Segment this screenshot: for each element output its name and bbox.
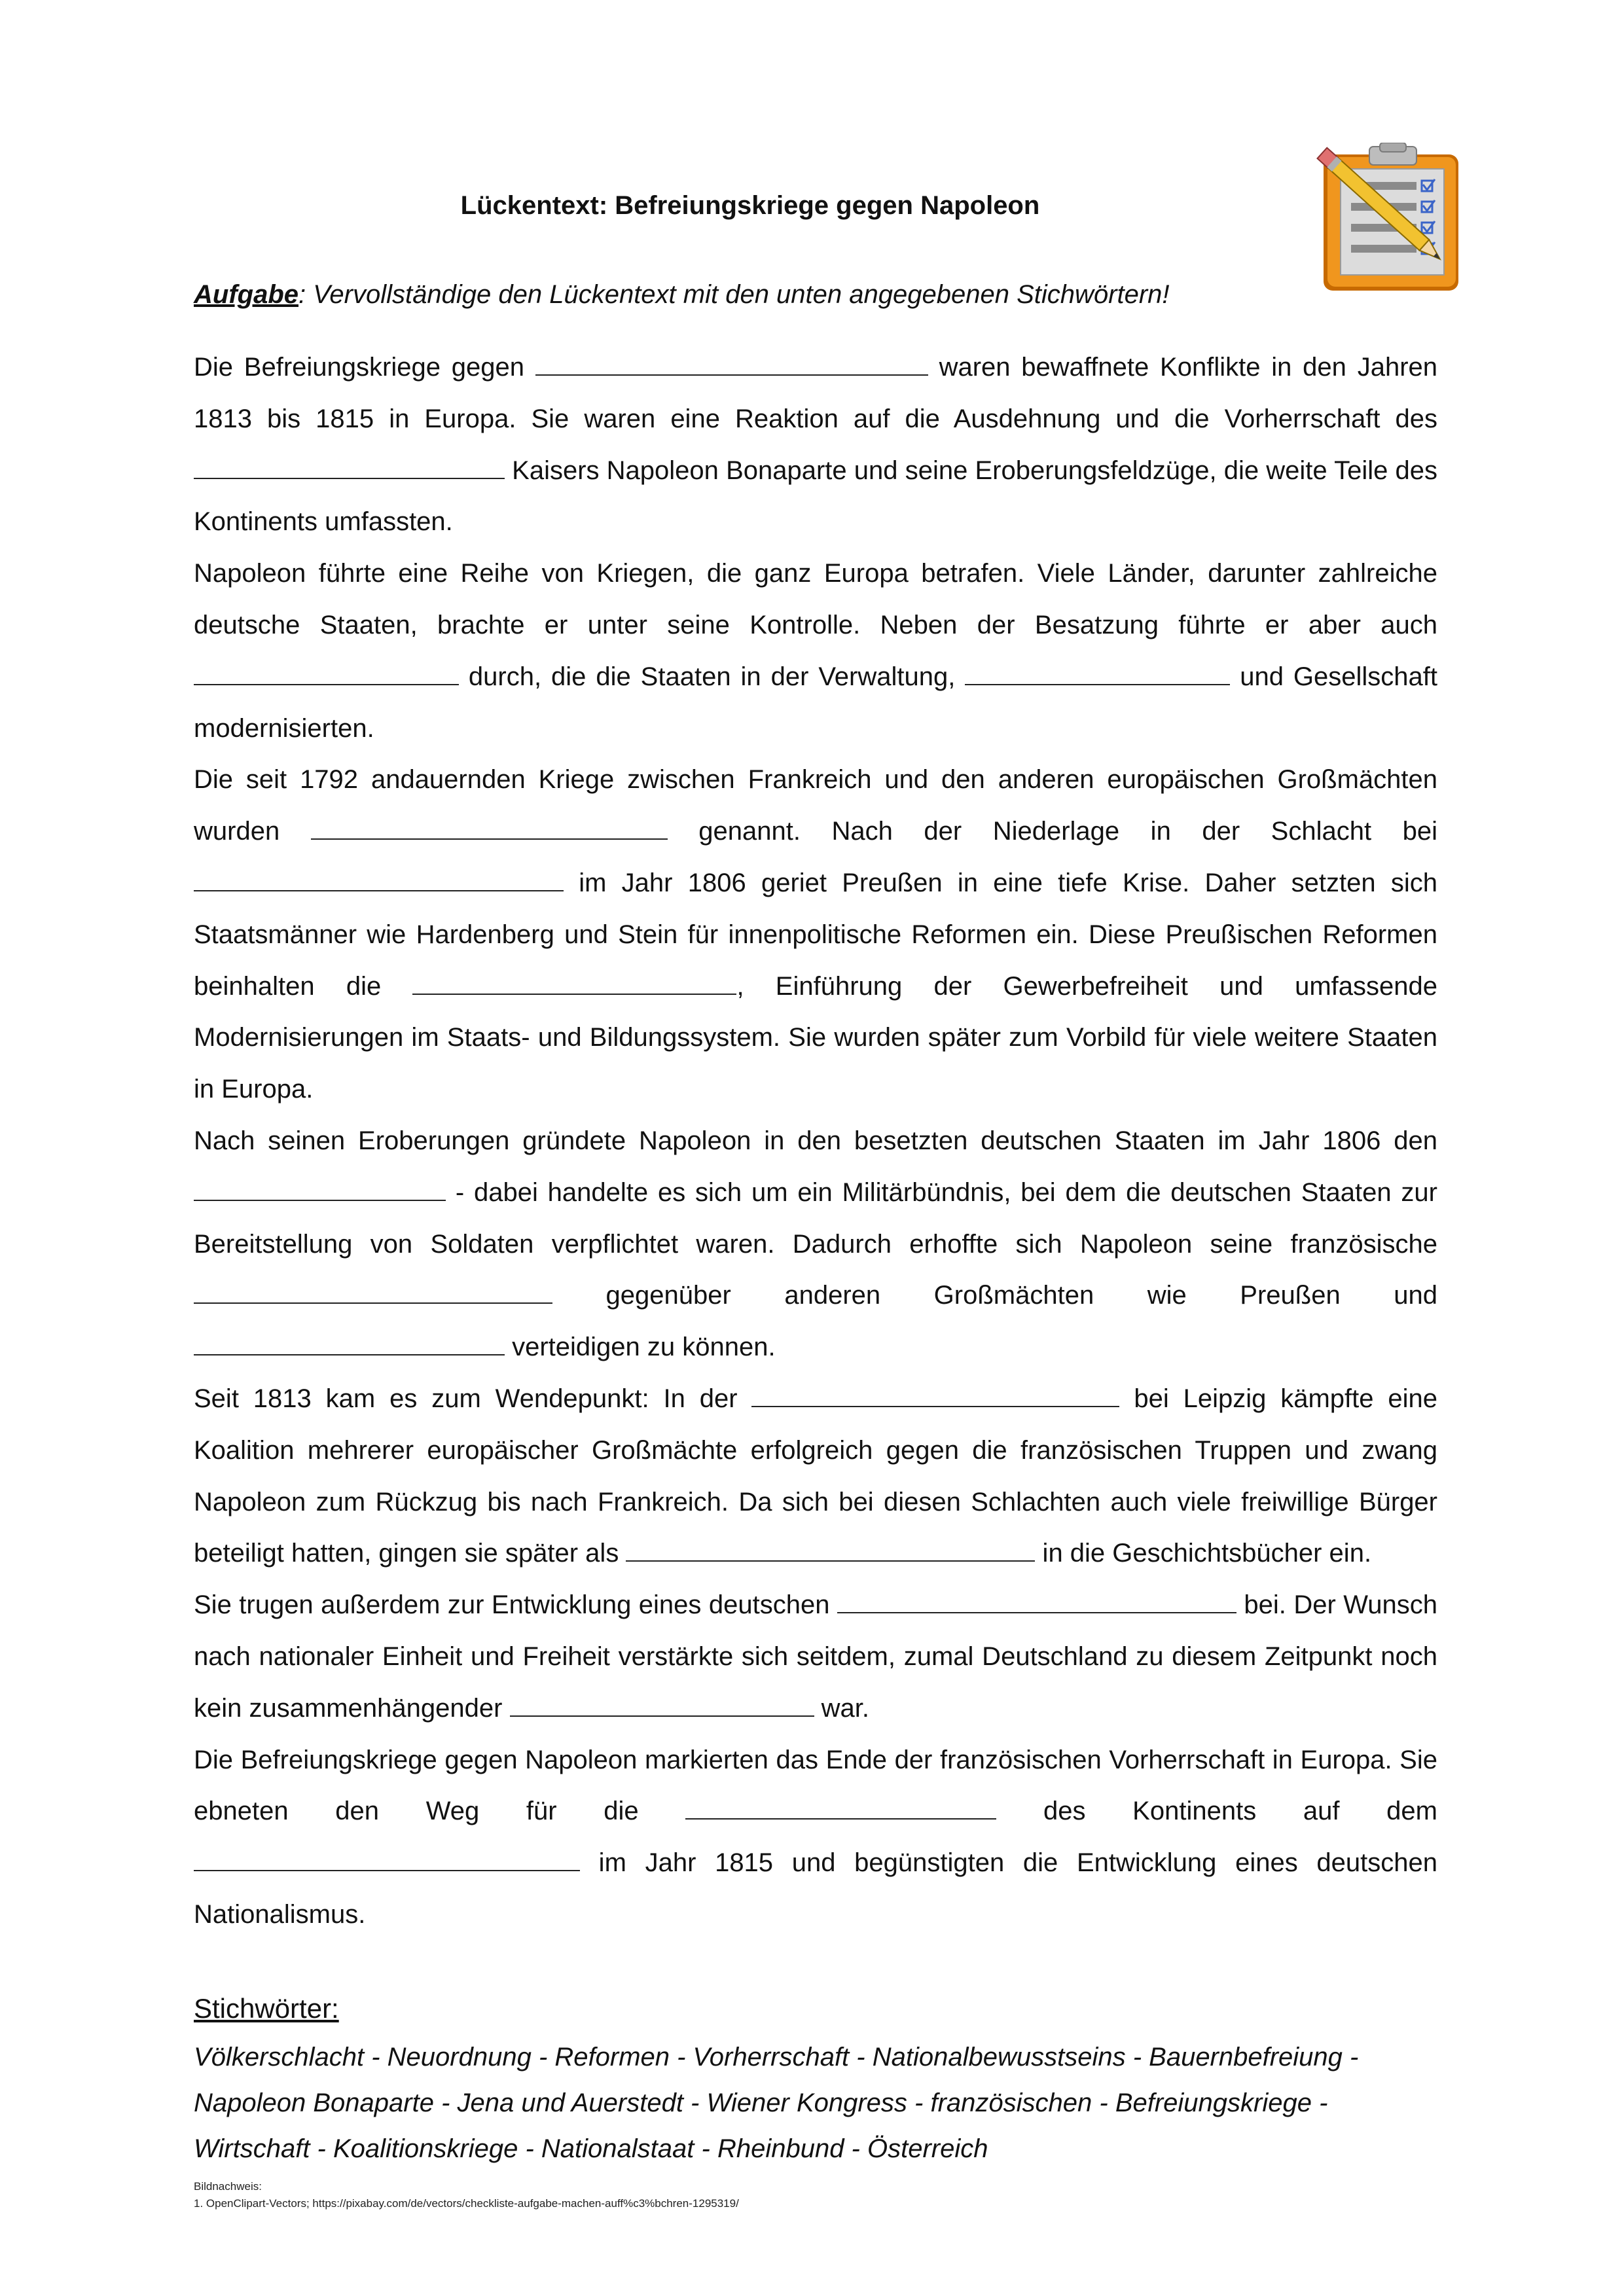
paragraph (194, 1734, 1437, 1941)
blank-line (194, 1328, 505, 1355)
blank-line (510, 1689, 814, 1717)
blank-line (194, 658, 459, 685)
keywords-line: Napoleon Bonaparte - Jena und Auerstedt - Wiener Kongress - französischen - Befreiungskriege - (194, 2089, 1328, 2117)
keywords-line: Völkerschlacht - Neuordnung - Reformen - Vorherrschaft - Nationalbewusstseins - Bauernbefreiung - (194, 2043, 1359, 2072)
task-label: Aufgabe (194, 280, 298, 309)
text-segment: Sie trugen außerdem zur Entwicklung eines deutschen (194, 1590, 837, 1620)
paragraph (194, 754, 1437, 1115)
blank-line (194, 1276, 552, 1304)
credit-line: 1. OpenClipart-Vectors; https://pixabay.com/de/vectors/checkliste-aufgabe-machen-auff%c3%bchren-1295319/ (194, 2197, 739, 2210)
blank-line (194, 452, 505, 479)
text-segment: Die Befreiungskriege gegen Napoleon markierten das Ende der französischen Vorherrschaft in Europa. Sie ebneten den Weg für die (194, 1745, 1437, 1826)
text-segment: bei Leipzig kämpfte eine Koalition mehrerer europäischer Großmächte erfolgreich gegen die französischen Truppen und zwang Napoleon zum Rückzug bis nach Frankreich. Da sich bei diesen Schlachten auch viele freiwillige Bürger beteiligt hatten, gingen sie später als (194, 1384, 1437, 1568)
text-segment: durch, die die Staaten in der Verwaltung, (459, 662, 965, 691)
blank-line (965, 658, 1230, 685)
text-segment: Kaisers Napoleon Bonaparte und seine Eroberungsfeldzüge, die weite Teile des Kontinents umfassten. (194, 456, 1437, 537)
text-segment: im Jahr 1806 geriet Preußen in eine tiefe Krise. Daher setzten sich Staatsmänner wie Hardenberg und Stein für innenpolitische Reformen ein. Diese Preußischen Reformen beinhalten die (194, 868, 1437, 1001)
text-segment: in die Geschichtsbücher ein. (1035, 1539, 1372, 1568)
blank-line (626, 1534, 1035, 1562)
text-segment: im Jahr 1815 und begünstigten die Entwicklung eines deutschen Nationalismus. (194, 1848, 1437, 1929)
text-segment: waren bewaffnete Konflikte in den Jahren 1813 bis 1815 in Europa. Sie waren eine Reaktion auf die Ausdehnung und die Vorherrschaft des (194, 353, 1438, 433)
blank-line (194, 1844, 580, 1871)
clipboard-checklist-icon (1314, 143, 1465, 295)
keywords-heading: Stichwörter: (194, 1993, 339, 2024)
text-segment: war. (814, 1693, 870, 1723)
task-instruction (194, 280, 1170, 310)
blank-line (412, 967, 736, 995)
text-segment: verteidigen zu können. (505, 1333, 776, 1362)
paragraph (194, 1373, 1437, 1579)
blank-line (837, 1586, 1236, 1613)
blank-line (194, 864, 564, 891)
text-segment: Nach seinen Eroberungen gründete Napoleon in den besetzten deutschen Staaten im Jahr 1806 den (194, 1126, 1437, 1155)
blank-line (311, 812, 668, 840)
paragraph (194, 342, 1437, 548)
text-segment: , Einführung der Gewerbefreiheit und umfassende Modernisierungen im Staats- und Bildungssystem. Sie wurden später zum Vorbild für viele weitere Staaten in Europa. (194, 971, 1438, 1104)
page-title: Lückentext: Befreiungskriege gegen Napoleon (460, 191, 1040, 220)
blank-line (194, 1174, 446, 1201)
keywords-line: Wirtschaft - Koalitionskriege - Nationalstaat - Rheinbund - Österreich (194, 2134, 988, 2163)
cloze-text (194, 342, 1437, 1941)
text-segment: gegenüber anderen Großmächten wie Preußen und (552, 1281, 1437, 1310)
text-segment: genannt. Nach der Niederlage in der Schlacht bei (667, 817, 1437, 846)
keywords-list (194, 2034, 1451, 2172)
text-segment: bei. Der Wunsch nach nationaler Einheit und Freiheit verstärkte sich seitdem, zumal Deutschland zu diesem Zeitpunkt noch kein zusammenhängender (194, 1590, 1437, 1723)
blank-line (685, 1792, 996, 1820)
paragraph (194, 1579, 1437, 1734)
image-credit (194, 2178, 739, 2212)
blank-line (751, 1380, 1119, 1407)
credit-label: Bildnachweis: (194, 2180, 262, 2193)
task-text: : Vervollständige den Lückentext mit den unten angegebenen Stichwörtern! (298, 280, 1170, 309)
text-segment: Die seit 1792 andauernden Kriege zwischen Frankreich und den anderen europäischen Großmächten wurden (194, 765, 1437, 846)
text-segment: - dabei handelte es sich um ein Militärbündnis, bei dem die deutschen Staaten zur Bereitstellung von Soldaten verpflichtet waren. Dadurch erhoffte sich Napoleon seine französische (194, 1177, 1437, 1259)
paragraph (194, 548, 1437, 754)
blank-line (535, 348, 928, 376)
text-segment: und Gesellschaft modernisierten. (194, 662, 1438, 743)
text-segment: Seit 1813 kam es zum Wendepunkt: In der (194, 1384, 752, 1413)
text-segment: des Kontinents auf dem (996, 1797, 1437, 1826)
text-segment: Die Befreiungskriege gegen (194, 353, 535, 382)
paragraph (194, 1115, 1437, 1373)
text-segment: Napoleon führte eine Reihe von Kriegen, die ganz Europa betrafen. Viele Länder, darunter zahlreiche deutsche Staaten, brachte er unter seine Kontrolle. Neben der Besatzung führte er aber auch (194, 559, 1437, 639)
